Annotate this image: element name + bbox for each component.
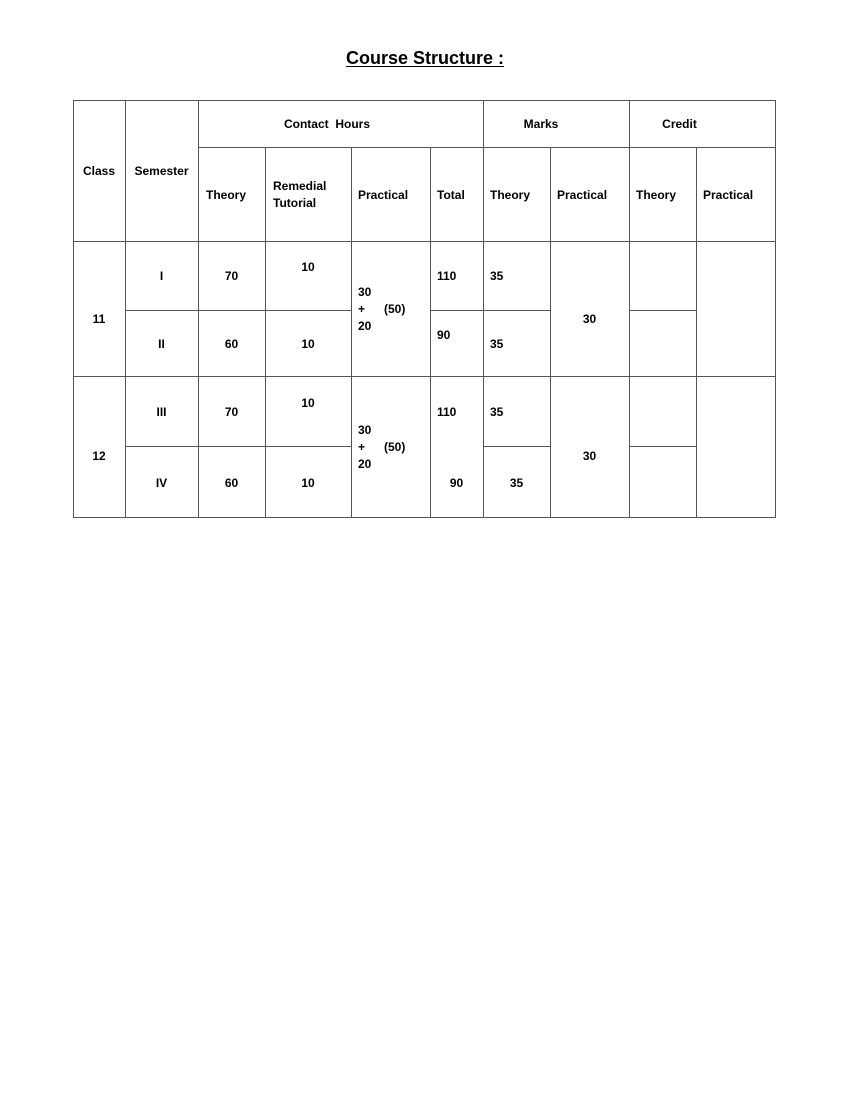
semester-cell: I <box>159 269 164 283</box>
semester-cell: IV <box>155 476 168 490</box>
table-border-top <box>73 100 776 101</box>
header-remedial-tutorial: Remedial <box>273 179 327 193</box>
header-credit-practical: Practical <box>703 188 754 202</box>
practical-hours-total: (50) <box>384 302 406 316</box>
practical-hours-cell: + <box>358 440 366 454</box>
theory-hours-cell: 60 <box>224 476 239 490</box>
remedial-hours-cell: 10 <box>301 260 315 274</box>
theory-hours-cell: 70 <box>224 269 239 283</box>
remedial-hours-cell: 10 <box>301 337 315 351</box>
group-divider <box>73 376 776 377</box>
marks-practical-cell: 30 <box>582 449 597 463</box>
practical-hours-cell: 30 <box>358 285 372 299</box>
table-border-bottom <box>73 517 776 518</box>
semester-cell: III <box>156 405 167 419</box>
marks-theory-cell: 35 <box>509 476 524 490</box>
column-divider <box>696 147 697 518</box>
header-class: Class <box>82 164 116 178</box>
row-divider <box>125 310 351 311</box>
header-contact-theory: Theory <box>206 188 247 202</box>
marks-theory-cell: 35 <box>490 405 504 419</box>
practical-hours-cell: 30 <box>358 423 372 437</box>
header-contact-hours: Contact Hours <box>283 117 370 131</box>
theory-hours-cell: 60 <box>224 337 239 351</box>
remedial-hours-cell: 10 <box>301 396 315 410</box>
row-divider <box>629 310 697 311</box>
theory-hours-cell: 70 <box>224 405 239 419</box>
semester-cell: II <box>158 337 165 351</box>
marks-theory-cell: 35 <box>490 337 504 351</box>
practical-hours-cell: 20 <box>358 457 372 471</box>
header-semester: Semester <box>134 164 189 178</box>
total-hours-cell: 90 <box>449 476 464 490</box>
column-divider <box>430 147 431 518</box>
row-divider <box>125 446 351 447</box>
practical-hours-cell: 20 <box>358 319 372 333</box>
total-hours-cell: 110 <box>437 269 457 283</box>
class-cell: 11 <box>92 312 106 326</box>
marks-theory-cell: 35 <box>490 269 504 283</box>
column-divider <box>483 100 484 518</box>
total-hours-cell: 110 <box>437 405 457 419</box>
marks-practical-cell: 30 <box>582 312 597 326</box>
table-border-right <box>775 100 776 518</box>
practical-hours-total: (50) <box>384 440 406 454</box>
header-marks-practical: Practical <box>557 188 608 202</box>
class-cell: 12 <box>92 449 106 463</box>
column-divider <box>198 100 199 518</box>
header-remedial-tutorial: Tutorial <box>273 196 317 210</box>
total-hours-cell: 90 <box>437 328 451 342</box>
header-divider <box>198 147 776 148</box>
row-divider <box>430 310 551 311</box>
remedial-hours-cell: 10 <box>301 476 315 490</box>
header-contact-practical: Practical <box>358 188 409 202</box>
column-divider <box>265 147 266 518</box>
header-credit-theory: Theory <box>636 188 677 202</box>
page-title: Course Structure : <box>345 48 505 68</box>
column-divider <box>351 147 352 518</box>
header-bottom-border <box>73 241 776 242</box>
practical-hours-cell: + <box>358 302 366 316</box>
header-contact-total: Total <box>437 188 465 202</box>
header-credit: Credit <box>662 117 697 131</box>
header-marks: Marks <box>523 117 559 131</box>
header-marks-theory: Theory <box>490 188 531 202</box>
row-divider <box>629 446 697 447</box>
column-divider <box>629 100 630 518</box>
row-divider <box>483 446 551 447</box>
